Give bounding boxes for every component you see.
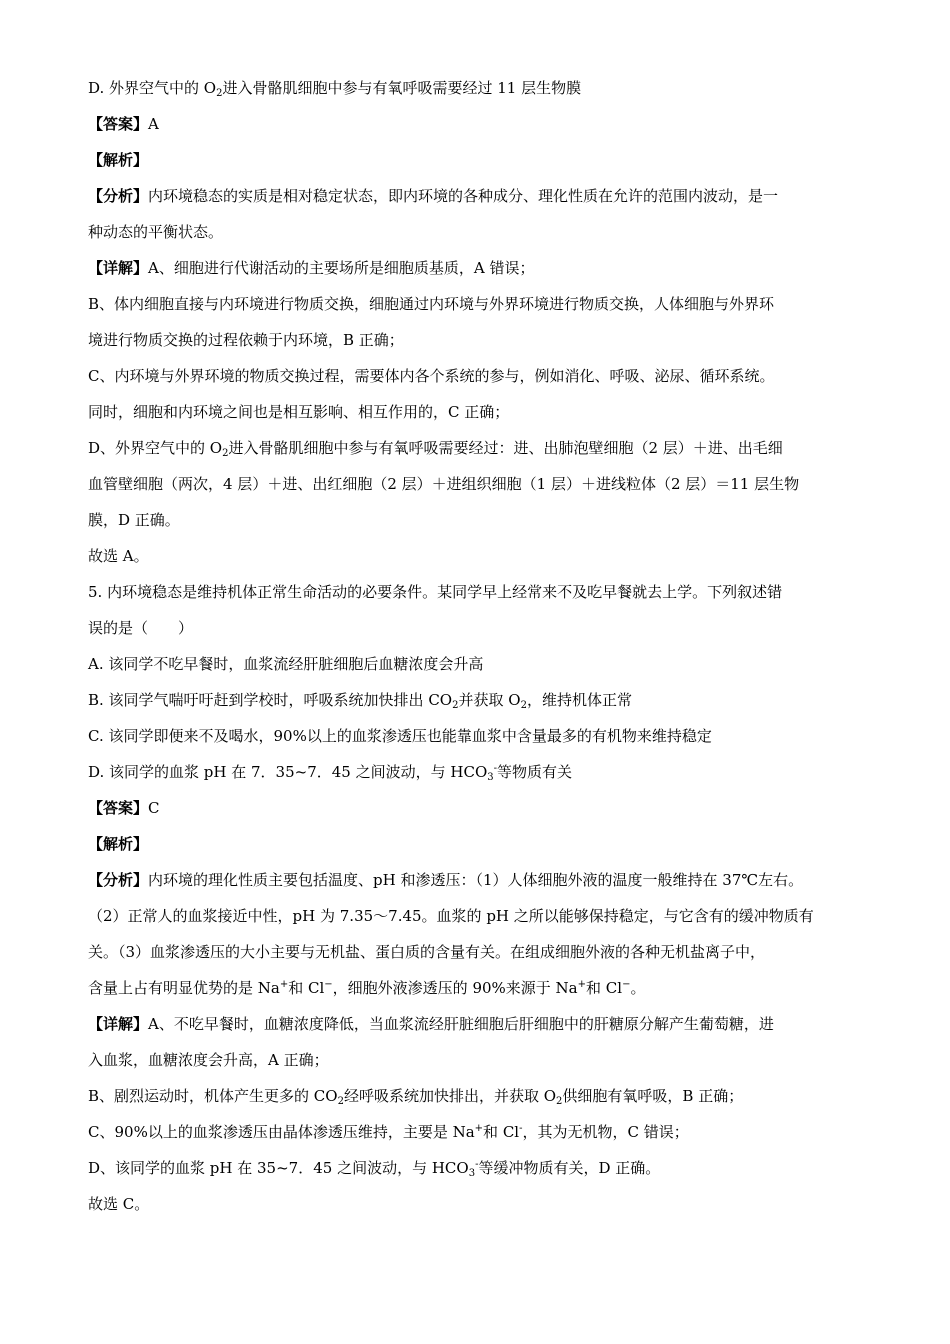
q4-answer: 【答案】A [88,115,159,133]
q5-detail-a: 【详解】A、不吃早餐时，血糖浓度降低，当血浆流经肝脏细胞后肝细胞中的肝糖原分解产生葡萄糖，进 [88,1015,774,1033]
q5-fenxi-l4: 含量上占有明显优势的是 Na+和 Cl−，细胞外液渗透压的 90%来源于 Na+和 Cl−。 [88,979,646,997]
q4-detail-d-end: 膜，D 正确。 [88,511,180,529]
q5-detail-b: B、剧烈运动时，机体产生更多的 $CO_2$经呼吸系统加快排出，并获取 $O_2$供细胞有氧呼吸，B 正确； [88,1087,744,1107]
q5-fenxi-l3: 关。（3）血浆渗透压的大小主要与无机盐、蛋白质的含量有关。在组成细胞外液的各种无机盐离子中， [88,943,766,961]
q5-stem-cont: 误的是（ ） [88,619,194,637]
q4-detail-d: D、外界空气中的 $O_2$进入骨骼肌细胞中参与有氧呼吸需要经过：进、出肺泡壁细胞（2 层）＋进、出毛细 [88,439,783,459]
q4-detail-b-cont: 境进行物质交换的过程依赖于内环境，B 正确； [88,331,404,349]
q5-detail-c: C、90%以上的血浆渗透压由晶体渗透压维持，主要是 Na+和 Cl-，其为无机物，C 错误； [88,1123,689,1141]
q4-detail-c: C、内环境与外界环境的物质交换过程，需要体内各个系统的参与，例如消化、呼吸、泌尿、循环系统。 [88,367,775,385]
q4-analysis-heading: 【解析】 [88,151,149,169]
q5-fenxi-l2: （2）正常人的血浆接近中性，pH 为 7.35～7.45。血浆的 pH 之所以能够保持稳定，与它含有的缓冲物质有 [88,907,814,925]
q4-detail-d-cont: 血管壁细胞（两次，4 层）＋进、出红细胞（2 层）＋进组织细胞（1 层）＋进线粒体（2 层）＝11 层生物 [88,475,800,493]
q5-fenxi: 【分析】内环境的理化性质主要包括温度、pH 和渗透压：（1）人体细胞外液的温度一般维持在 37℃左右。 [88,871,804,889]
q5-option-c: C. 该同学即便来不及喝水，90%以上的血浆渗透压也能靠血浆中含量最多的有机物来维持稳定 [88,727,712,745]
q5-option-a: A. 该同学不吃早餐时，血浆流经肝脏细胞后血糖浓度会升高 [88,655,484,673]
q5-option-b: B. 该同学气喘吁吁赶到学校时，呼吸系统加快排出 $CO_2$并获取 $O_2$，维持机体正常 [88,691,632,711]
q4-conclusion: 故选 A。 [88,547,149,565]
document-page [88,70,878,1222]
q4-detail-b: B、体内细胞直接与内环境进行物质交换，细胞通过内环境与外界环境进行物质交换，人体细胞与外界环 [88,295,775,313]
q4-fenxi-cont: 种动态的平衡状态。 [88,223,224,241]
q5-stem: 5. 内环境稳态是维持机体正常生命活动的必要条件。某同学早上经常来不及吃早餐就去上学。下列叙述错 [88,583,783,601]
q5-answer: 【答案】C [88,799,160,817]
q5-conclusion: 故选 C。 [88,1195,150,1213]
q5-detail-a-cont: 入血浆，血糖浓度会升高，A 正确； [88,1051,329,1069]
q4-option-d: D. 外界空气中的 $O_2$进入骨骼肌细胞中参与有氧呼吸需要经过 11 层生物膜 [88,79,582,99]
q4-detail-c-cont: 同时，细胞和内环境之间也是相互影响、相互作用的，C 正确； [88,403,510,421]
q5-detail-d: D、该同学的血浆 pH 在 35~7．45 之间波动，与 $HCO_3^-$等缓冲物质有关，D 正确。 [88,1159,661,1179]
q4-detail-a: 【详解】A、细胞进行代谢活动的主要场所是细胞质基质，A 错误； [88,259,535,277]
q4-fenxi: 【分析】内环境稳态的实质是相对稳定状态，即内环境的各种成分、理化性质在允许的范围内波动，是一 [88,187,779,205]
q5-option-d: D. 该同学的血浆 pH 在 7．35~7．45 之间波动，与 $HCO_3^-$等物质有关 [88,763,573,783]
q5-analysis-heading: 【解析】 [88,835,149,853]
